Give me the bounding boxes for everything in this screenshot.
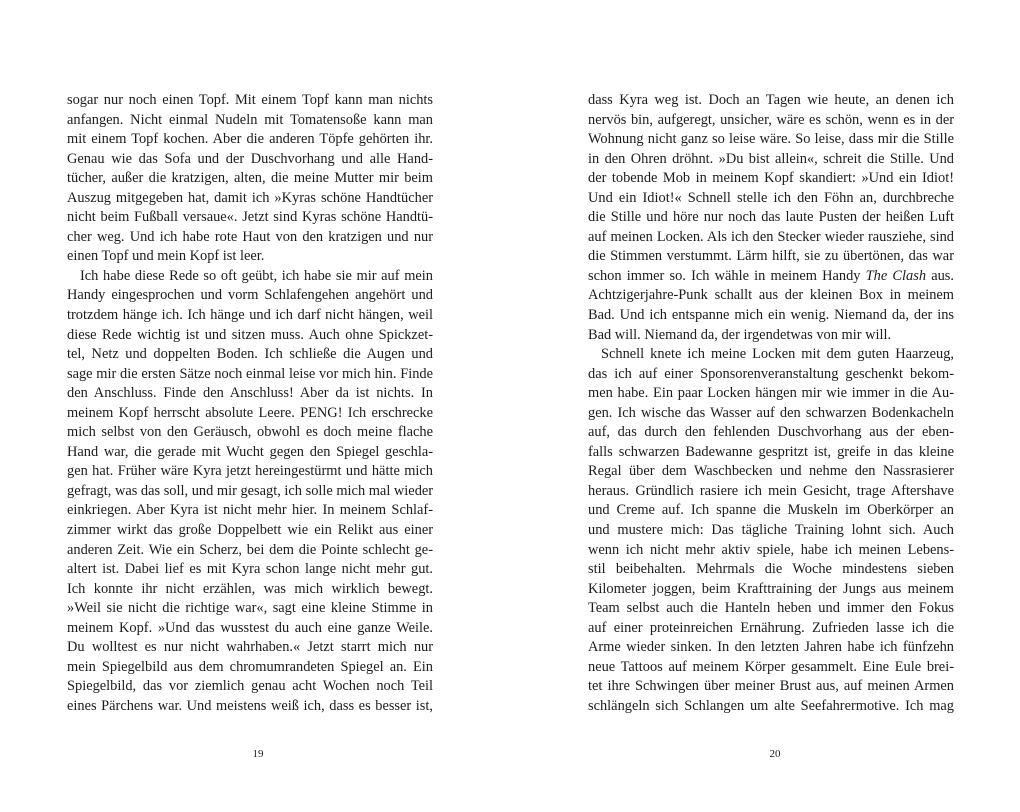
text-line: eines Pärchens war. Und meistens weiß ich, dass es besser ist, (67, 697, 433, 714)
text-line: mich selbst von den Geräusch, obwohl es doch meine flache (67, 424, 433, 441)
text-line: gefragt, was das soll, und mir gesagt, ich solle mich mal wieder (67, 482, 434, 499)
text-line: »Weil sie nicht die richtige war«, sagt eine kleine Stimme in (67, 600, 433, 617)
text-line: Regal über dem Waschbecken und nehme den Nassrasierer (588, 463, 954, 480)
text-line: anderen Zeit. Wie ein Scherz, bei dem die Pointe schlecht ge- (67, 541, 433, 558)
text-line: auf einer proteinreichen Ernährung. Zufrieden lasse ich die (588, 619, 954, 636)
left-page-text (67, 91, 433, 717)
text-line: einkriegen. Aber Kyra ist nicht mehr hier. In meinem Schlaf- (67, 502, 433, 519)
text-line: in den Ohren dröhnt. »Du bist allein«, schreit die Stille. Und (588, 150, 954, 167)
text-line: Bad. Und ich entspanne mich ein wenig. Niemand da, der ins (588, 307, 954, 324)
text-line: anfangen. Nicht einmal Nudeln mit Tomatensoße kann man (67, 111, 433, 128)
text-fragment: aus. (926, 267, 954, 284)
text-line: dass Kyra weg ist. Doch an Tagen wie heute, an denen ich (588, 92, 954, 108)
text-line: Spiegelbild, das vor ziemlich genau acht Wochen noch Teil (67, 678, 433, 695)
right-page-text (588, 91, 954, 717)
text-line: meinem Kopf herrscht absolute Leere. PENG! Ich erschrecke (67, 404, 433, 421)
text-line: Arme wieder sinken. In den letzten Jahren habe ich fünfzehn (588, 639, 954, 656)
text-line: tet ihre Schwingen über meiner Brust aus, auf meinen Armen (588, 678, 954, 695)
text-line: nicht beim Fußball versaue«. Jetzt sind Kyras schöne Handtü- (67, 209, 433, 226)
text-line: falls schwarzen Badewanne gespritzt ist, greife in das kleine (588, 443, 954, 460)
text-line: men habe. Ein paar Locken hängen mir wie immer in die Au- (588, 385, 954, 402)
text-line: Bad will. Niemand da, der irgendetwas von mir will. (588, 326, 892, 343)
text-line: und mustere mich: Das tägliche Training lohnt sich. Auch (588, 522, 954, 539)
text-line: diese Rede wichtig ist und sitzen muss. Auch ohne Spickzet- (67, 326, 433, 343)
text-line: tücher, außer die kratzigen, alten, die meine Mutter mir beim (67, 170, 433, 187)
text-line: altert ist. Dabei lief es mit Kyra schon lange nicht mehr gut. (67, 561, 433, 578)
text-line: gen. Ich wische das Wasser auf den schwarzen Bodenkacheln (588, 404, 954, 421)
text-line: das ich auf einer Sponsorenveranstaltung geschenkt bekom- (588, 365, 954, 382)
text-line: gen hat. Früher wäre Kyra jetzt hereingestürmt und hätte mich (67, 463, 433, 480)
band-name: The Clash (865, 267, 927, 284)
text-line: den Anschluss. Finde den Anschluss! Aber da ist nichts. In (67, 385, 433, 402)
text-line: Schnell knete ich meine Locken mit dem guten Haarzeug, (601, 346, 954, 363)
text-line: Handy eingesprochen und vorm Schlafengehen angehört und (67, 287, 433, 304)
text-line: mein Spiegelbild aus dem chromumrandeten Spiegel an. Ein (67, 658, 433, 675)
text-line: neue Tattoos auf meinem Körper gesammelt. Eine Eule brei- (588, 658, 954, 675)
text-line: die Stille und höre nur noch das laute Pusten der heißen Luft (588, 209, 954, 226)
text-line: Achtzigerjahre-Punk schallt aus der kleinen Box in meinem (588, 287, 954, 304)
text-line: wenn ich nicht mehr aktiv spiele, habe ich meinen Lebens- (588, 541, 954, 558)
text-line: sogar nur noch einen Topf. Mit einem Topf kann man nichts (67, 92, 433, 108)
text-line: cher weg. Und ich habe rote Haut von den kratzigen und nur (67, 228, 433, 245)
text-line: Team selbst auch die Hanteln heben und immer den Fokus (588, 600, 954, 617)
text-line: mit einem Topf kochen. Aber die anderen Töpfe gehörten ihr. (67, 131, 433, 148)
text-line: nervös bin, aufgeregt, unsicher, wäre es schön, wenn es in der (588, 111, 954, 128)
text-line: schlängeln sich Schlangen um alte Seefahrermotive. Ich mag (588, 697, 954, 714)
text-line: trotzdem hänge ich. Ich hänge und ich darf nicht hängen, weil (67, 307, 433, 324)
text-line: sage mir die ersten Sätze noch einmal leise vor mich hin. Finde (67, 365, 433, 382)
text-line: auf meinen Locken. Als ich den Stecker wieder rausziehe, sind (588, 228, 954, 245)
text-line: stil beibehalten. Mehrmals die Woche mindestens sieben (588, 561, 954, 578)
text-line: tel, Netz und doppelten Boden. Ich schließe die Augen und (67, 346, 433, 363)
text-line-with-title (588, 267, 954, 287)
text-fragment: schon immer so. Ich wähle in meinem Handy (588, 267, 866, 284)
text-line: heraus. Gründlich rasiere ich mein Gesicht, trage Aftershave (588, 482, 954, 499)
text-line: Genau wie das Sofa und der Duschvorhang und alle Hand- (67, 150, 433, 167)
text-line: Kilometer joggen, beim Krafttraining der Jungs aus meinem (588, 580, 954, 597)
text-line: Ich habe diese Rede so oft geübt, ich habe sie mir auf mein (80, 267, 433, 284)
page-number-right: 20 (769, 748, 781, 760)
text-line: Wohnung nicht ganz so leise wäre. So leise, dass mir die Stille (588, 131, 954, 148)
text-line: Ich konnte ihr nicht erzählen, was mich wirklich bewegt. (67, 580, 433, 597)
text-line: die Stimmen verstummt. Lärm hilft, sie zu übertönen, das war (588, 248, 954, 265)
text-line: Und ein Idiot!« Schnell stelle ich den Föhn an, durchbreche (588, 189, 954, 206)
text-line: Auszug mitgegeben hat, damit ich »Kyras schöne Handtücher (67, 189, 433, 206)
text-line: einen Topf und mein Kopf ist leer. (67, 248, 265, 265)
text-line: zimmer wirkt das große Doppelbett wie ein Relikt aus einer (67, 522, 433, 539)
text-line: meinem Kopf. »Und das wusstest du auch eine ganze Weile. (67, 619, 433, 636)
page-number-left: 19 (252, 748, 264, 760)
text-line: und Creme auf. Ich spanne die Muskeln im Oberkörper an (588, 502, 954, 519)
text-line: der tobende Mob in meinem Kopf skandiert: »Und ein Idiot! (588, 170, 954, 187)
text-line: Du wolltest es nur nicht wahrhaben.« Jetzt starrt mich nur (67, 639, 433, 656)
text-line: auf, das durch den fehlenden Duschvorhang aus der eben- (588, 424, 954, 441)
text-line: Hand war, die gerade mit Wucht gegen den Spiegel geschla- (67, 443, 433, 460)
